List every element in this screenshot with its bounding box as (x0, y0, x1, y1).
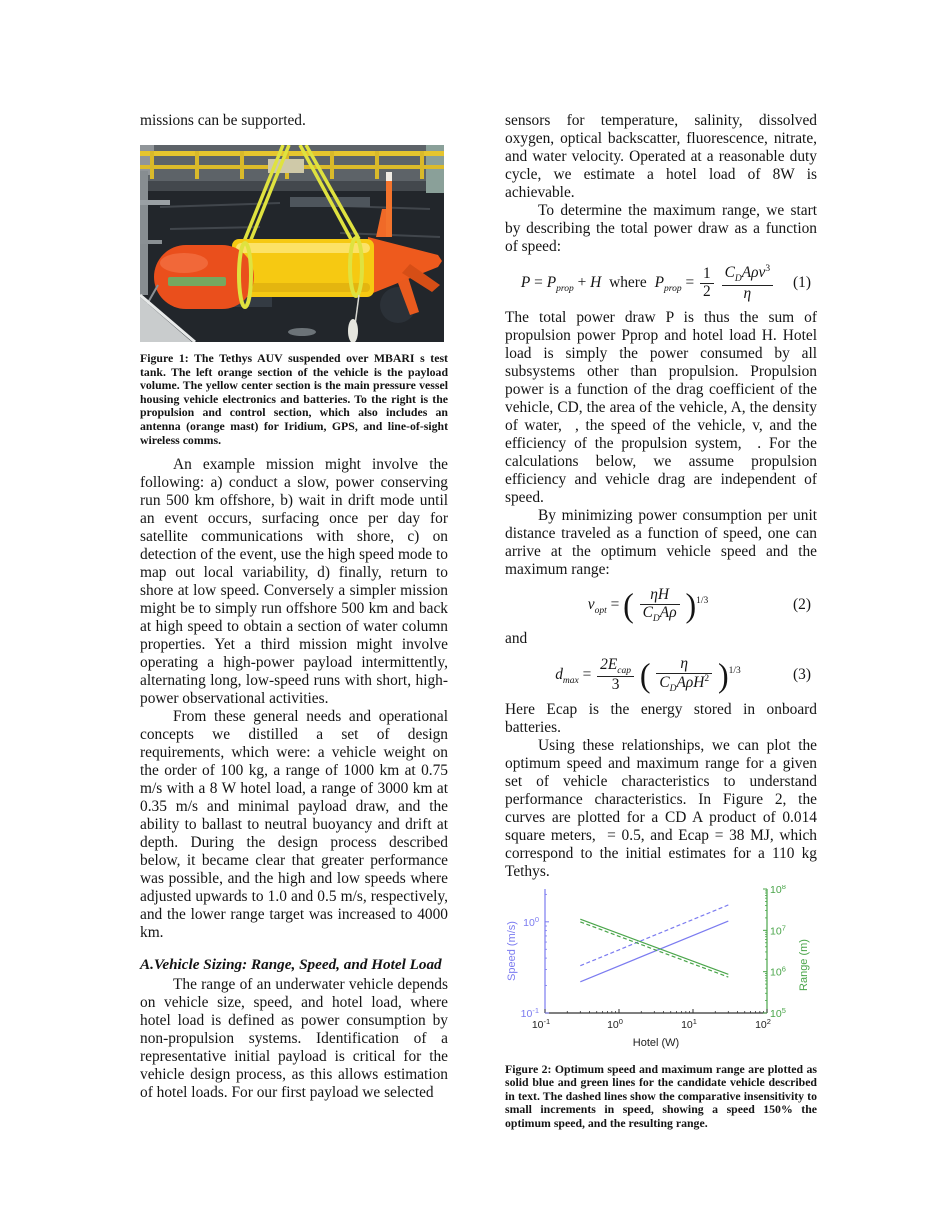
walkway-edge (140, 181, 444, 191)
eq-token: P (546, 273, 557, 291)
eq-token: 1/3 (696, 595, 709, 606)
paragraph-ecap: Here Ecap is the energy stored in onboard batteries. (505, 700, 817, 736)
eq-token (640, 605, 680, 625)
right-axis-label: Range (m) (798, 938, 810, 991)
series-maximum-range-solid-green (580, 919, 728, 974)
equation-1 (505, 264, 817, 303)
eq-token: C (659, 674, 670, 692)
paragraph-using-relationships: Using these relationships, we can plot the optimum speed and maximum range for a given set of vehicle characteristics to understand performance characteristics. In Figure 2, the curves are plotted for a CD A product of 0.014 square meters, = 0.5, and Ecap = 38 MJ, which correspond to the initial estimates for a 110 kg Tethys. (505, 736, 817, 880)
eq-token: prop (556, 283, 574, 294)
left-column (140, 112, 448, 1102)
equation-2-number: (2) (793, 596, 811, 614)
eq-token: η (680, 655, 689, 673)
eq-token: C (724, 264, 735, 282)
x-tick-label: $10^1$ (681, 1016, 697, 1031)
eq-token: prop (664, 283, 682, 294)
eq-token: d (555, 665, 563, 683)
green-stripe (168, 277, 226, 286)
eq-token: cap (617, 665, 631, 676)
and-label: and (505, 630, 528, 648)
left-tick-label: $10^0$ (523, 914, 539, 929)
eq-token: = (610, 595, 620, 613)
eq-token: D (669, 684, 677, 695)
eq-token: 2 (703, 282, 711, 300)
left-axis-label: Speed (m/s) (506, 920, 518, 981)
eq-token: P (654, 273, 664, 291)
equation-3-number: (3) (793, 666, 811, 684)
eq-token: P (520, 273, 531, 291)
equation-3-body: $d_{max}$ = $\frac{2E_{cap}}{3}$ ( $\frac{\eta}{C_DA\rho H^2}$ )$^{1/3}$ (555, 655, 741, 695)
paragraph-example-mission: An example mission might involve the following: a) conduct a slow, power conserving run 500 km offshore, b) wait in drift mode until an event occurs, surfacing once per day for satellite communications with shore, c) on detection of the event, use the high speed mode to map out local variability, d) finally, return to shore at low speed. Conversely a simpler mission might be to simply run offshore 500 km and back at high speed to obtain a section of water column properties. Yet a third mission might involve operating a high-power payload intermittently, alternating long, low-speed runs with short, high-power observational activities. (140, 456, 448, 708)
light-reflection (288, 328, 316, 336)
eq-token: max (562, 675, 579, 686)
eq-token: D (652, 613, 660, 624)
paragraph-design-requirements: From these general needs and operational concepts we distilled a set of design requirements, which were: a vehicle weight on the order of 100 kg, a range of 1000 km at 0.75 m/s with a 8 W hotel load, a range of 3000 km at 0.35 m/s and minimal payload draw, and the ability to ballast to neutral buoyancy and drift at depth. During the design process described below, it became clear that greater performance was possible, and the high and low speeds where adjusted upwards to 1.0 and 0.5 m/s, respectively, and the lower range target was increased to 4000 km. (140, 708, 448, 942)
eq-token (597, 657, 634, 678)
eq-token: D (734, 274, 742, 285)
eq-fraction (700, 266, 714, 301)
left-tick-label: $10^{-1}$ (520, 1005, 539, 1020)
equation-2 (505, 587, 817, 624)
right-tick-label: $10^8$ (770, 884, 786, 896)
equation-2-body: $v_{opt}$ = ( $\frac{\eta H}{C_DA\rho}$ )$^{1/3}$ (587, 585, 709, 625)
paragraph-minimizing: By minimizing power consumption per unit distance traveled as a function of speed, one can arrive at the optimum vehicle speed and the maximum range: (505, 506, 817, 578)
x-tick-label: $10^{-1}$ (531, 1016, 551, 1031)
figure2-caption: Figure 2: Optimum speed and maximum range are plotted as solid blue and green lines for the candidate vehicle described in text. The dashed lines show the comparative insensitivity to small increments in speed, showing a speed 150% the optimum speed, and the resulting range. (505, 1061, 817, 1130)
eq-token (656, 656, 712, 674)
x-tick-label: $10^2$ (755, 1016, 771, 1031)
eq-token (722, 286, 774, 303)
eq-token: H (590, 273, 602, 291)
eq-token: 2E (600, 655, 618, 673)
eq-token: 3 (765, 264, 771, 274)
eq-token: opt (594, 605, 607, 616)
paragraph-determine-range: To determine the maximum range, we start by describing the total power draw as a function of speed: (505, 202, 817, 255)
right-tick-label: $10^5$ (770, 1005, 786, 1020)
series-optimum-speed-solid-blue (580, 921, 728, 982)
right-tick-label: $10^7$ (770, 922, 786, 937)
figure1 (140, 145, 448, 447)
eq-token: ηH (650, 585, 669, 603)
right-tick-label: $10^6$ (770, 964, 786, 979)
eq-token (640, 587, 680, 605)
eq-token: 3 (611, 676, 620, 694)
eq-token: C (642, 603, 653, 621)
equation-1-number: (1) (793, 274, 811, 292)
eq-token: η (743, 284, 752, 302)
eq-fraction (597, 657, 634, 694)
figure2-chart (505, 885, 817, 1053)
antenna-mast (386, 179, 392, 237)
x-tick-label: $10^0$ (607, 1016, 623, 1031)
eq-fraction (656, 656, 712, 695)
eq-token: 1 (700, 266, 714, 284)
figure2 (505, 885, 817, 1131)
eq-token: v (587, 595, 595, 613)
eq-token: = (582, 665, 592, 683)
x-axis-label: Hotel (W) (632, 1036, 680, 1049)
eq-token: = (534, 273, 543, 291)
eq-token: Aρv (741, 264, 766, 282)
eq-token: 2 (704, 673, 710, 684)
eq-token (656, 674, 712, 695)
eq-token: = (685, 273, 695, 291)
series-speed-150pct-dashed-blue (580, 905, 728, 966)
paragraph-sensors: sensors for temperature, salinity, dissolved oxygen, optical backscatter, fluorescence, nitrate, and water velocity. Operated at a reasonable duty cycle, we estimate a hotel load of 8W is achievable. (505, 112, 817, 201)
paragraph-total-power: The total power draw P is thus the sum of propulsion power Pprop and hotel load H. Hotel load is simply the power consumed by all subsystems other than propulsion. Propulsion power is a function of the drag coefficient of the vehicle, CD, the area of the vehicle, A, the density of water, , the speed of the vehicle, v, and the efficiency of the propulsion system, . For the calculations below, we assume propulsion efficiency and vehicle drag are independent of speed. (505, 308, 817, 506)
section-heading-vehicle-sizing: A.Vehicle Sizing: Range, Speed, and Hotel Load (140, 956, 442, 974)
eq-token (722, 264, 774, 286)
eq-token: where (609, 273, 647, 291)
paragraph-continuation: missions can be supported. (140, 112, 306, 129)
paragraph-range-depends: The range of an underwater vehicle depends on vehicle size, speed, and hotel load, where hotel load is defined as power consumption by non-propulsion systems. Identification of a representative initial payload is critical for the vehicle design process, as this allows estimation of hotel loads. For our first payload we selected (140, 976, 448, 1102)
eq-token: + (577, 273, 587, 291)
eq-token: 1/3 (728, 665, 741, 676)
eq-fraction (722, 264, 774, 303)
figure1-caption: Figure 1: The Tethys AUV suspended over MBARI s test tank. The left orange section of the vehicle is the payload volume. The yellow center section is the main pressure vessel housing vehicle electronics and batteries. To the right is the propulsion and control section, which also includes an antenna (orange mast) for Iridium, GPS, and line-of-sight wireless comms. (140, 351, 448, 447)
eq-fraction (640, 587, 680, 624)
equation-3 (505, 656, 817, 695)
tethys-auv-photo (140, 145, 444, 342)
right-column (505, 112, 817, 1131)
antenna-tip (386, 172, 392, 181)
eq-token: Aρ (659, 603, 677, 621)
eq-token: AρH (676, 674, 705, 692)
